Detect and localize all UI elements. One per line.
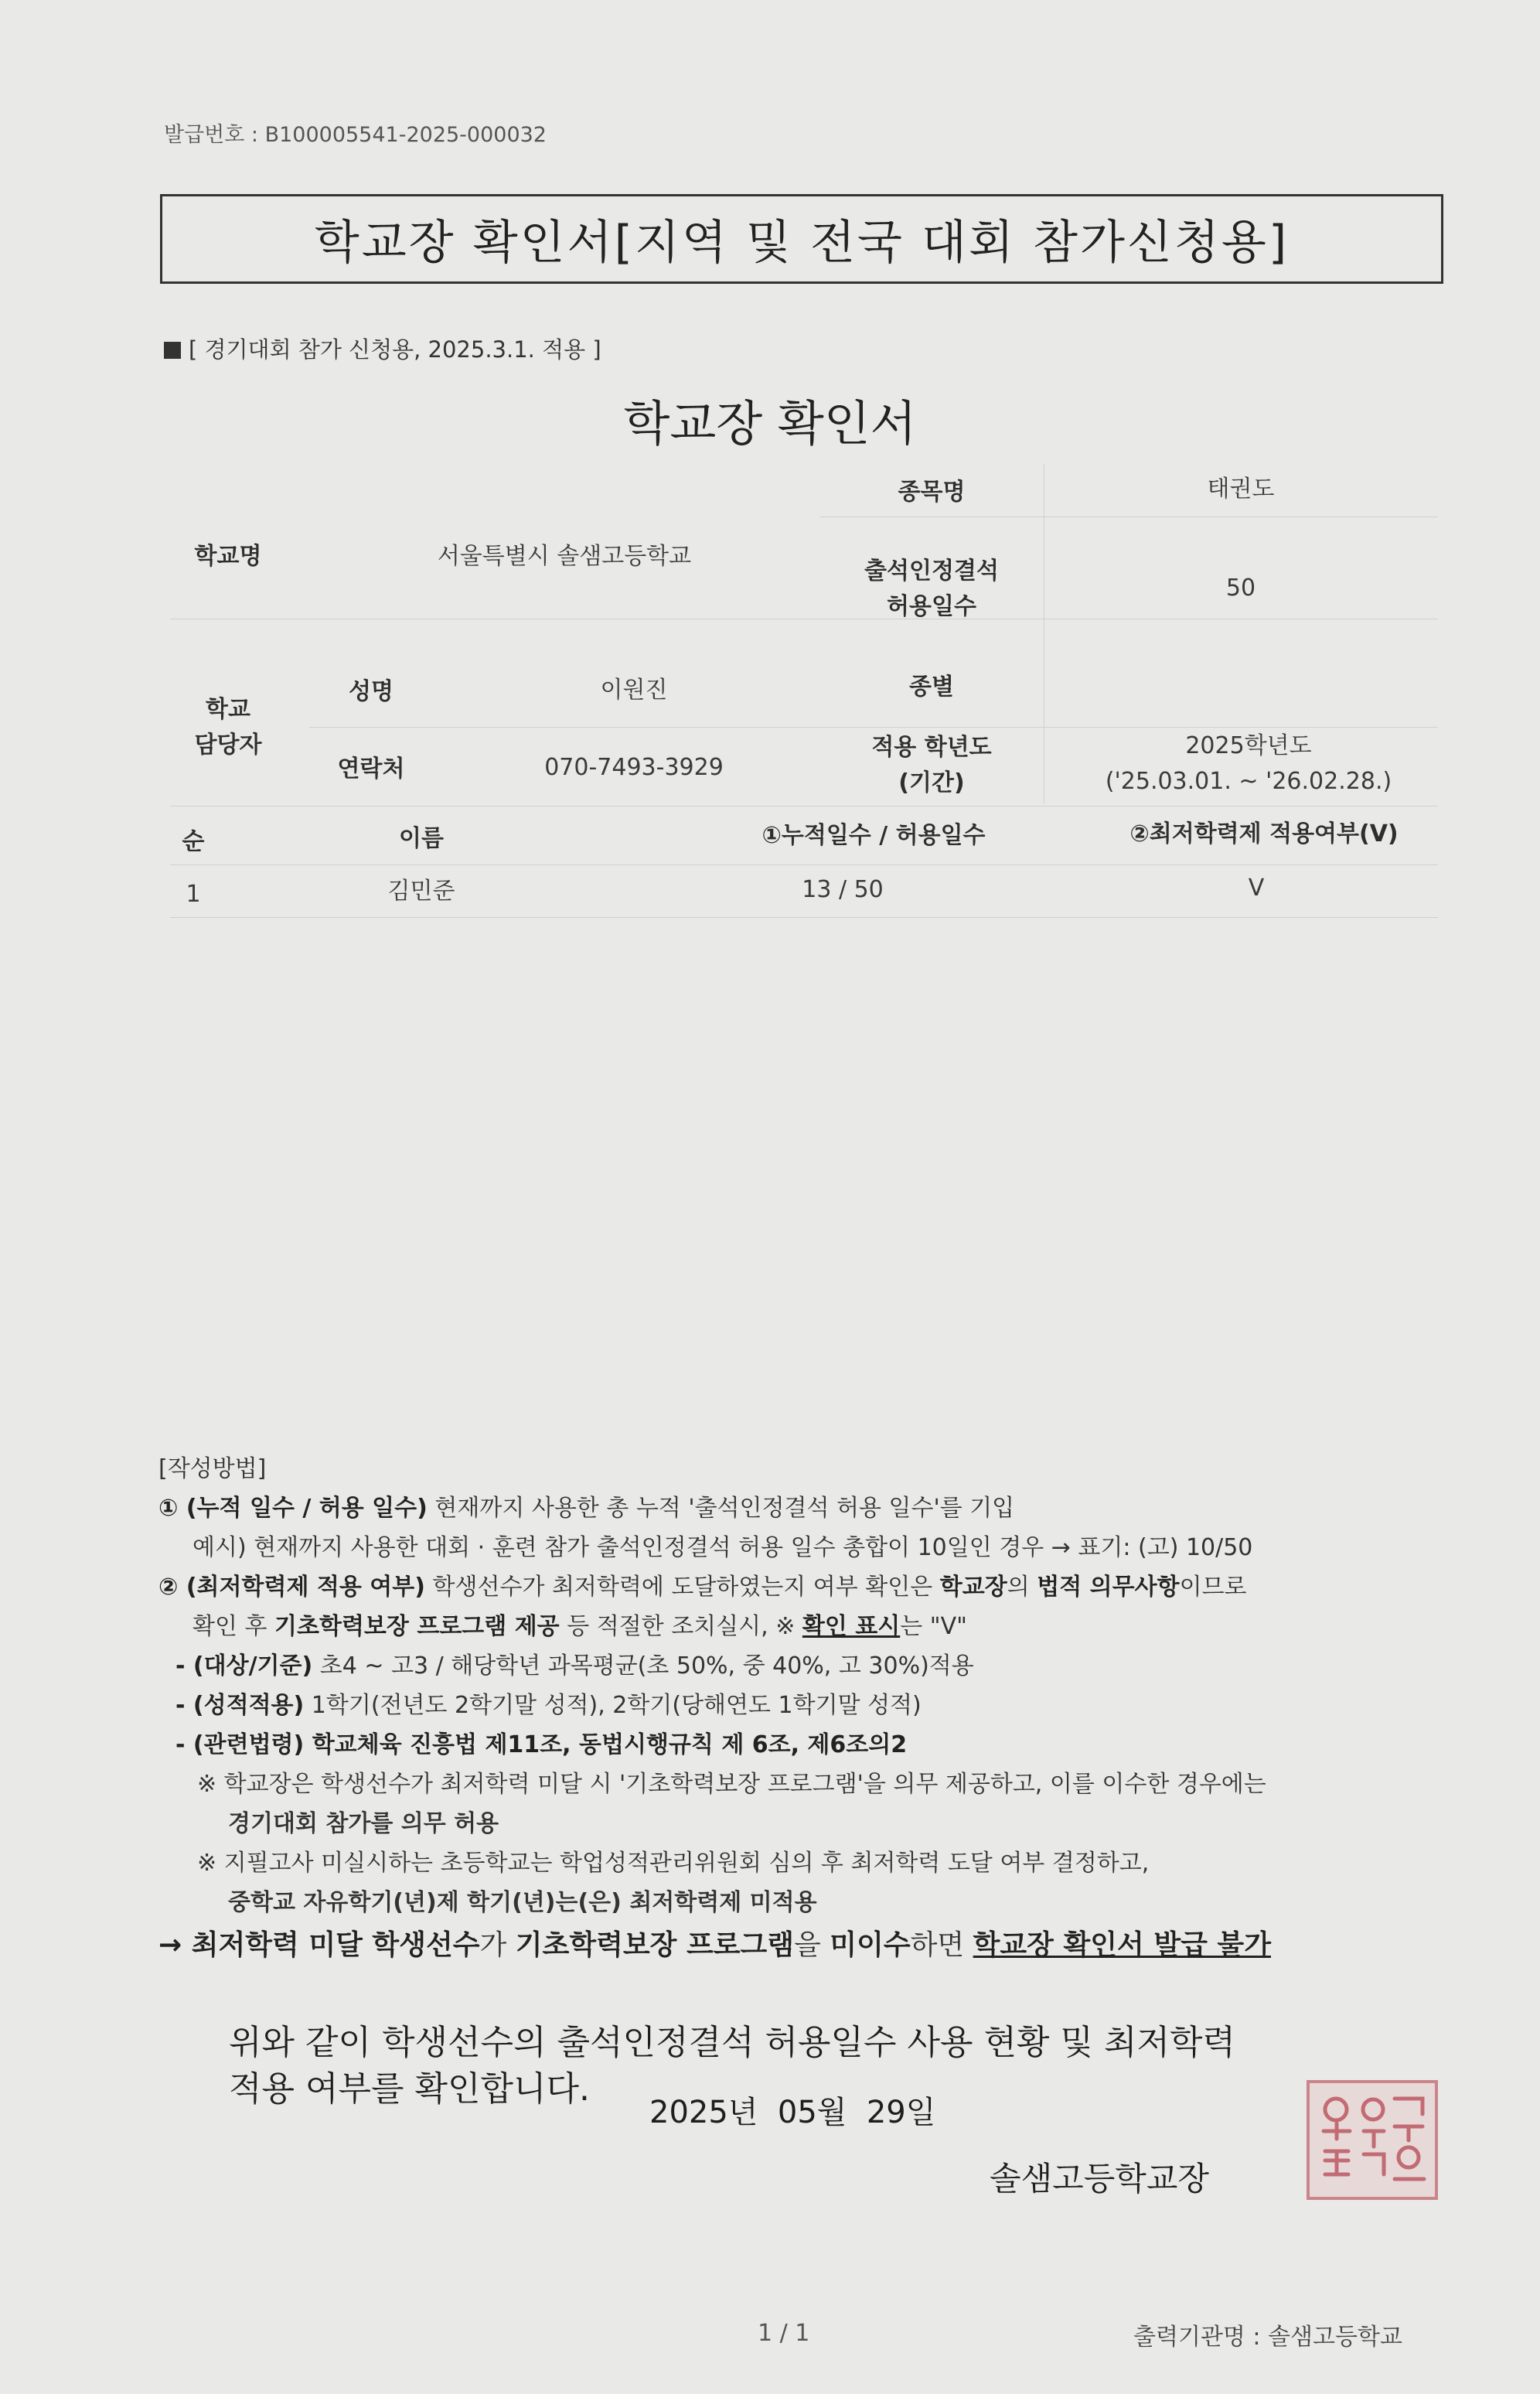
confirmation-text: 위와 같이 학생선수의 출석인정결석 허용일수 사용 현황 및 최저학력 적용 여부를 확인합니다. xyxy=(229,2023,1235,2109)
table-row-check: V xyxy=(1248,875,1265,902)
contact-person-label: 학교 담당자 xyxy=(194,696,262,759)
square-bullet-icon xyxy=(164,342,181,359)
arrow-note: → 최저학력 미달 학생선수가 기초학력보장 프로그램을 미이수하면 학교장 확인서 발급 불가 xyxy=(158,1929,1271,1961)
special-note-2: ※ 지필고사 미실시하는 초등학교는 학업성적관리위원회 심의 후 최저학력 도달 여부 결정하고, xyxy=(197,1850,1150,1877)
phone-label: 연락처 xyxy=(337,755,405,783)
table-row-number: 1 xyxy=(186,881,201,908)
page-number: 1 / 1 xyxy=(758,2320,810,2347)
student-table-header: 순 xyxy=(182,828,205,855)
table-row-days: 13 / 50 xyxy=(802,876,884,903)
name-value: 이원진 xyxy=(600,677,668,704)
gender-label: 종별 xyxy=(909,674,954,701)
school-seal xyxy=(1307,2080,1438,2200)
table-rule xyxy=(309,727,1438,728)
year-label: 적용 학년도 (기간) xyxy=(871,734,992,796)
note-2: ② (최저학력제 적용 여부) 학생선수가 최저학력에 도달하였는지 여부 확인은 학교장의 법적 의무사항이므로 xyxy=(158,1574,1247,1601)
note-1-example: 예시) 현재까지 사용한 대회 · 훈련 참가 출석인정결석 허용 일수 총합이 10일인 경우 → 표기: (고) 10/50 xyxy=(192,1534,1253,1561)
allowed-days-label: 출석인정결석 허용일수 xyxy=(864,558,999,620)
detail-target: - (대상/기준) 초4 ~ 고3 / 해당학년 과목평균(초 50%, 중 40%, 고 30%)적용 xyxy=(175,1652,974,1680)
school-name: 서울특별시 솔샘고등학교 xyxy=(437,543,692,570)
year-value: 2025학년도 ('25.03.01. ~ '26.02.28.) xyxy=(1105,732,1392,795)
name-label: 성명 xyxy=(349,678,394,705)
student-table-header: ②최저학력제 적용여부(V) xyxy=(1129,820,1399,847)
table-rule xyxy=(170,917,1438,918)
issue-number: 발급번호 : B100005541-2025-000032 xyxy=(164,123,547,147)
principal-name: 솔샘고등학교장 xyxy=(990,2160,1210,2198)
special-note-2-line-2: 중학교 자유학기(년)제 학기(년)는(은) 최저학력제 미적용 xyxy=(228,1889,817,1916)
detail-law: - (관련법령) 학교체육 진흥법 제11조, 동법시행규칙 제 6조, 제6조의2 xyxy=(175,1731,908,1758)
detail-grades: - (성적적용) 1학기(전년도 2학기말 성적), 2학기(당해연도 1학기말 성적) xyxy=(175,1692,922,1719)
student-table-header: 이름 xyxy=(399,825,444,852)
event-value: 태권도 xyxy=(1207,476,1275,503)
event-label: 종목명 xyxy=(898,479,966,506)
note-2-line-2: 확인 후 기초학력보장 프로그램 제공 등 적절한 조치실시, ※ 확인 표시는 "V" xyxy=(192,1613,967,1640)
special-note-1: ※ 학교장은 학생선수가 최저학력 미달 시 '기초학력보장 프로그램'을 의무 제공하고, 이를 이수한 경우에는 xyxy=(197,1771,1266,1798)
seal-icon xyxy=(1310,2083,1435,2197)
writing-instructions xyxy=(158,1449,1434,1965)
phone-value: 070-7493-3929 xyxy=(544,754,724,781)
sub-note xyxy=(164,332,601,364)
document-title: 학교장 확인서 xyxy=(623,395,917,452)
school-name-label: 학교명 xyxy=(194,543,262,570)
sub-note-text: [ 경기대회 참가 신청용, 2025.3.1. 적용 ] xyxy=(189,336,601,363)
notes-heading: [작성방법] xyxy=(158,1455,267,1482)
output-organization: 출력기관명 : 솔샘고등학교 xyxy=(1133,2324,1402,2351)
issue-date: 2025년 05월 29일 xyxy=(649,2095,936,2130)
special-note-1-line-2: 경기대회 참가를 의무 허용 xyxy=(228,1810,499,1837)
student-table-header: ①누적일수 / 허용일수 xyxy=(761,822,986,849)
table-rule xyxy=(170,806,1438,807)
note-1: ① (누적 일수 / 허용 일수) 현재까지 사용한 총 누적 '출석인정결석 허용 일수'를 기입 xyxy=(158,1495,1015,1522)
allowed-days-value: 50 xyxy=(1225,575,1256,602)
table-row-name: 김민준 xyxy=(387,878,455,905)
header-title: 학교장 확인서[지역 및 전국 대회 참가신청용] xyxy=(160,194,1443,284)
table-rule xyxy=(170,864,1438,865)
